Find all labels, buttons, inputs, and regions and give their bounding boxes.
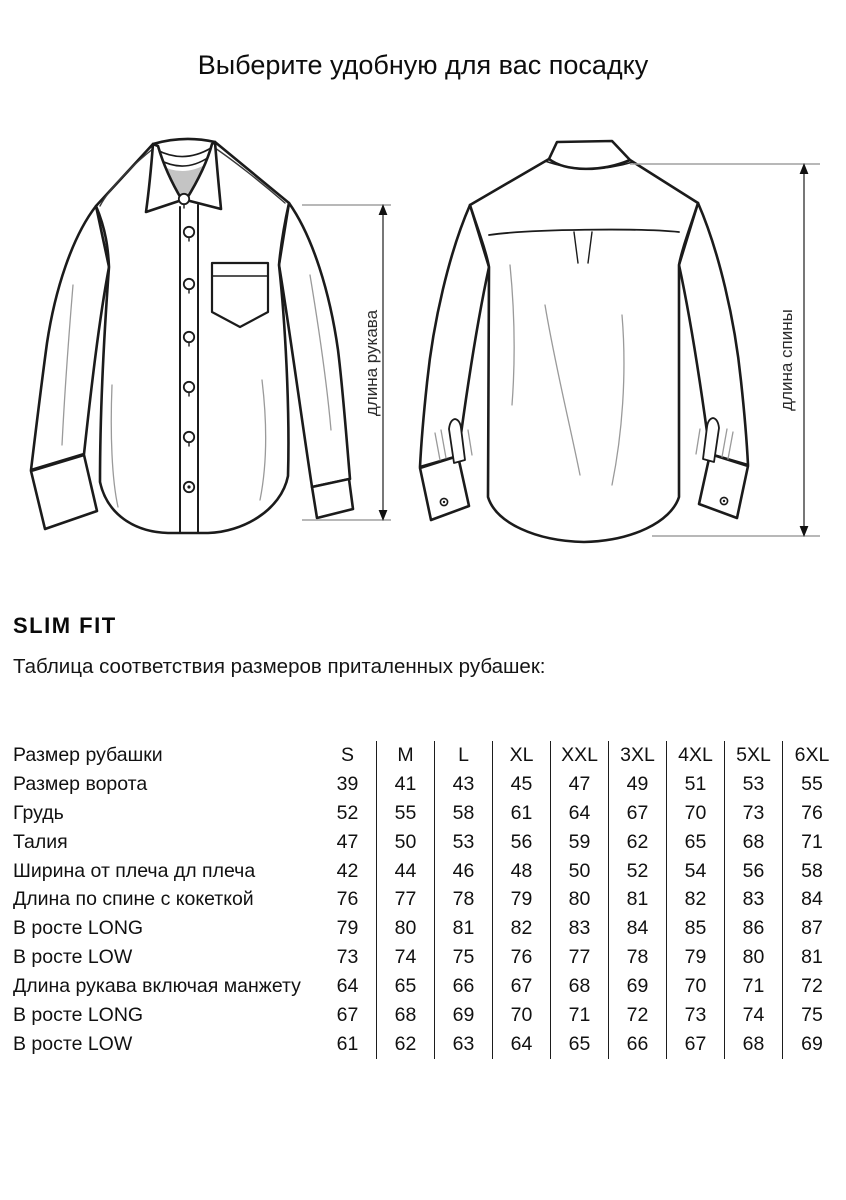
size-value-cell: 47 bbox=[319, 828, 377, 857]
size-value-cell: 72 bbox=[609, 1001, 667, 1030]
back-right-cuff bbox=[699, 454, 748, 518]
size-value-cell: 76 bbox=[801, 801, 823, 824]
row-label: Длина рукава включая манжету bbox=[13, 975, 301, 998]
size-value-cell: 71 bbox=[551, 1001, 609, 1030]
row-label: В росте LONG bbox=[13, 1004, 144, 1027]
table-row bbox=[13, 799, 841, 828]
size-value-cell: 46 bbox=[435, 857, 493, 886]
size-value-cell: 87 bbox=[801, 917, 823, 940]
size-value-cell: 77 bbox=[377, 885, 435, 914]
size-value-cell: 44 bbox=[377, 857, 435, 886]
row-label: В росте LONG bbox=[13, 917, 144, 940]
size-value-cell: 81 bbox=[435, 914, 493, 943]
size-value-cell: 78 bbox=[609, 943, 667, 972]
size-value-cell: 50 bbox=[377, 828, 435, 857]
size-value-cell: 73 bbox=[725, 799, 783, 828]
size-value-cell: 67 bbox=[667, 1030, 725, 1059]
size-value-cell: 62 bbox=[377, 1030, 435, 1059]
size-value-cell: 52 bbox=[319, 799, 377, 828]
table-row bbox=[13, 828, 841, 857]
table-row bbox=[13, 857, 841, 886]
size-value-cell: 70 bbox=[493, 1001, 551, 1030]
size-value-cell: 66 bbox=[609, 1030, 667, 1059]
size-value-cell: 68 bbox=[377, 1001, 435, 1030]
back-shirt-drawing bbox=[420, 141, 748, 542]
size-value-cell: 80 bbox=[725, 943, 783, 972]
size-value-cell: 77 bbox=[551, 943, 609, 972]
size-value-cell: 62 bbox=[609, 828, 667, 857]
size-value-cell: 71 bbox=[801, 830, 823, 853]
size-value-cell: 58 bbox=[801, 859, 823, 882]
size-value-cell: 68 bbox=[551, 972, 609, 1001]
size-value-cell: 71 bbox=[725, 972, 783, 1001]
size-value-cell: 76 bbox=[493, 943, 551, 972]
table-row bbox=[13, 1001, 841, 1030]
fit-subtitle: Таблица соответствия размеров приталенных рубашек: bbox=[13, 655, 546, 678]
size-value-cell: 65 bbox=[551, 1030, 609, 1059]
size-value-cell: 84 bbox=[609, 914, 667, 943]
size-value-cell: 80 bbox=[377, 914, 435, 943]
size-value-cell: 42 bbox=[319, 857, 377, 886]
table-row bbox=[13, 1030, 841, 1059]
row-label: Размер ворота bbox=[13, 772, 148, 795]
table-row bbox=[13, 943, 841, 972]
size-value-cell: 66 bbox=[435, 972, 493, 1001]
size-value-cell: 81 bbox=[609, 885, 667, 914]
size-value-cell: 56 bbox=[725, 857, 783, 886]
size-value-cell: 67 bbox=[319, 1001, 377, 1030]
size-value-cell: 53 bbox=[725, 770, 783, 799]
size-value-cell: 64 bbox=[493, 1030, 551, 1059]
size-column-header: 6XL bbox=[794, 744, 830, 766]
size-value-cell: 52 bbox=[609, 857, 667, 886]
size-value-cell: 48 bbox=[493, 857, 551, 886]
size-value-cell: 53 bbox=[435, 828, 493, 857]
size-value-cell: 67 bbox=[493, 972, 551, 1001]
size-column-header: M bbox=[377, 741, 435, 770]
back-collar bbox=[549, 141, 630, 169]
size-table bbox=[13, 741, 841, 1059]
table-header-row bbox=[13, 741, 841, 770]
shirt-diagrams bbox=[0, 115, 846, 585]
size-value-cell: 61 bbox=[493, 799, 551, 828]
table-row bbox=[13, 972, 841, 1001]
table-row bbox=[13, 914, 841, 943]
size-value-cell: 56 bbox=[493, 828, 551, 857]
size-value-cell: 64 bbox=[551, 799, 609, 828]
size-value-cell: 75 bbox=[801, 1004, 823, 1027]
size-value-cell: 45 bbox=[493, 770, 551, 799]
size-value-cell: 74 bbox=[377, 943, 435, 972]
size-value-cell: 68 bbox=[725, 1030, 783, 1059]
back-length-label: длина спины bbox=[777, 309, 796, 411]
size-value-cell: 69 bbox=[801, 1032, 823, 1055]
size-value-cell: 82 bbox=[667, 885, 725, 914]
size-value-cell: 54 bbox=[667, 857, 725, 886]
size-value-cell: 80 bbox=[551, 885, 609, 914]
size-value-cell: 70 bbox=[667, 972, 725, 1001]
size-value-cell: 78 bbox=[435, 885, 493, 914]
size-value-cell: 73 bbox=[667, 1001, 725, 1030]
size-value-cell: 83 bbox=[725, 885, 783, 914]
size-column-header: 3XL bbox=[609, 741, 667, 770]
size-value-cell: 79 bbox=[493, 885, 551, 914]
front-right-cuff bbox=[312, 479, 353, 518]
size-value-cell: 49 bbox=[609, 770, 667, 799]
size-value-cell: 47 bbox=[551, 770, 609, 799]
size-value-cell: 76 bbox=[319, 885, 377, 914]
size-value-cell: 65 bbox=[377, 972, 435, 1001]
size-column-header: 4XL bbox=[667, 741, 725, 770]
size-value-cell: 55 bbox=[801, 772, 823, 795]
size-value-cell: 84 bbox=[801, 888, 823, 911]
sleeve-length-label: длина рукава bbox=[362, 309, 381, 417]
row-label: Грудь bbox=[13, 801, 64, 824]
size-value-cell: 85 bbox=[667, 914, 725, 943]
chest-pocket bbox=[212, 263, 268, 327]
size-value-cell: 69 bbox=[609, 972, 667, 1001]
size-value-cell: 55 bbox=[377, 799, 435, 828]
size-value-cell: 69 bbox=[435, 1001, 493, 1030]
table-row bbox=[13, 885, 841, 914]
size-value-cell: 41 bbox=[377, 770, 435, 799]
size-value-cell: 67 bbox=[609, 799, 667, 828]
size-value-cell: 43 bbox=[435, 770, 493, 799]
size-value-cell: 79 bbox=[319, 914, 377, 943]
size-column-header: S bbox=[319, 741, 377, 770]
row-label: Ширина от плеча дл плеча bbox=[13, 859, 256, 882]
row-label: В росте LOW bbox=[13, 946, 133, 969]
size-column-header: 5XL bbox=[725, 741, 783, 770]
size-column-header: XL bbox=[493, 741, 551, 770]
size-value-cell: 68 bbox=[725, 828, 783, 857]
size-value-cell: 73 bbox=[319, 943, 377, 972]
size-value-cell: 61 bbox=[319, 1030, 377, 1059]
size-value-cell: 79 bbox=[667, 943, 725, 972]
row-label: Талия bbox=[13, 830, 68, 853]
size-value-cell: 58 bbox=[435, 799, 493, 828]
size-value-cell: 75 bbox=[435, 943, 493, 972]
size-value-cell: 39 bbox=[319, 770, 377, 799]
row-label: В росте LOW bbox=[13, 1032, 133, 1055]
size-value-cell: 86 bbox=[725, 914, 783, 943]
page-title: Выберите удобную для вас посадку bbox=[197, 50, 649, 80]
size-value-cell: 64 bbox=[319, 972, 377, 1001]
back-left-cuff bbox=[420, 456, 469, 520]
size-value-cell: 82 bbox=[493, 914, 551, 943]
fit-heading: SLIM FIT bbox=[13, 613, 117, 638]
row-label: Длина по спине с кокеткой bbox=[13, 888, 254, 911]
size-column-header: L bbox=[435, 741, 493, 770]
size-column-header: XXL bbox=[551, 741, 609, 770]
front-shirt-drawing bbox=[31, 139, 353, 533]
table-row bbox=[13, 770, 841, 799]
size-value-cell: 51 bbox=[667, 770, 725, 799]
size-value-cell: 74 bbox=[725, 1001, 783, 1030]
size-value-cell: 50 bbox=[551, 857, 609, 886]
size-value-cell: 65 bbox=[667, 828, 725, 857]
size-value-cell: 72 bbox=[801, 975, 823, 998]
size-value-cell: 83 bbox=[551, 914, 609, 943]
size-value-cell: 59 bbox=[551, 828, 609, 857]
size-value-cell: 81 bbox=[801, 946, 823, 969]
size-value-cell: 63 bbox=[435, 1030, 493, 1059]
row-label: Размер рубашки bbox=[13, 744, 163, 766]
size-value-cell: 70 bbox=[667, 799, 725, 828]
